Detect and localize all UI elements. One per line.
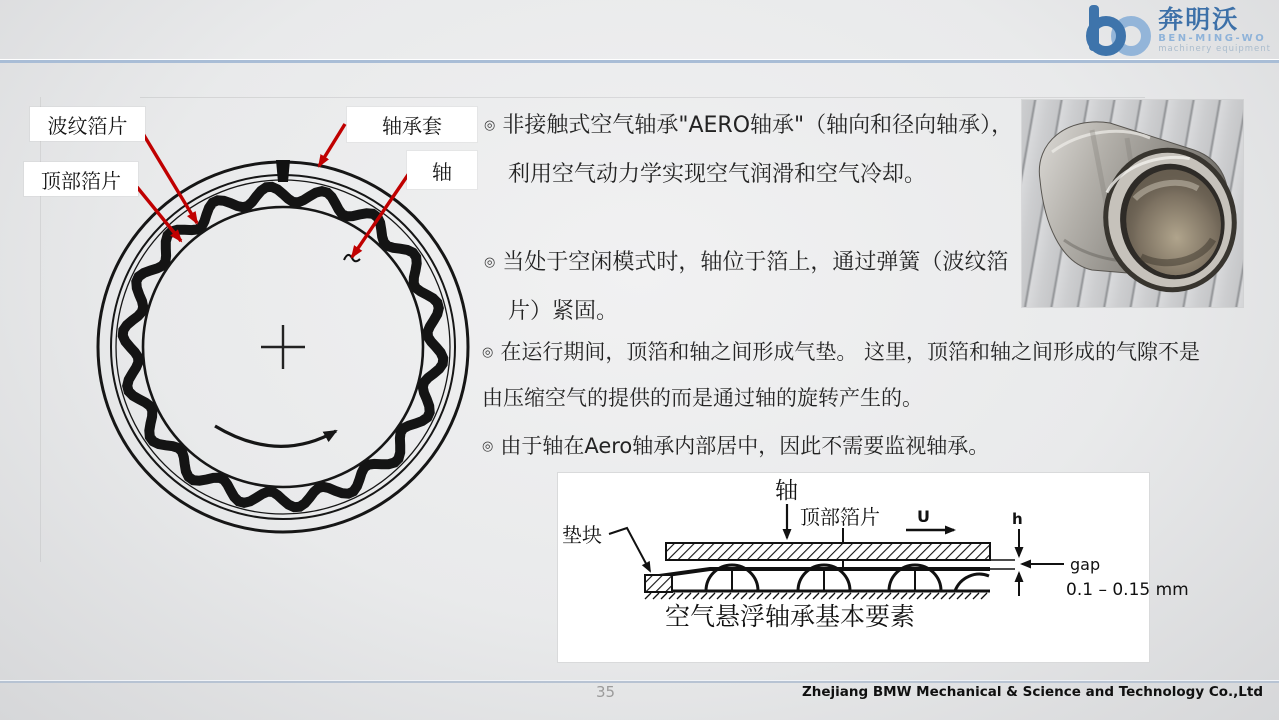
axial-shaft-label: 轴 xyxy=(775,478,798,504)
label-shaft: 轴 xyxy=(407,151,477,189)
axial-top-foil-label: 顶部箔片 xyxy=(800,505,880,529)
bullet-3 xyxy=(482,331,1217,420)
velocity-label: U xyxy=(917,507,930,526)
company-logo xyxy=(1080,3,1271,57)
bullet-1-marker: ◎ xyxy=(484,118,496,133)
gap-label: gap xyxy=(1070,555,1101,574)
bullet-4-marker: ◎ xyxy=(482,439,494,454)
page-number: 35 xyxy=(596,683,616,701)
footer-company: Zhejiang BMW Mechanical & Science and Technology Co.,Ltd xyxy=(801,684,1263,700)
label-sleeve: 轴承套 xyxy=(347,107,477,142)
film-height-label: h xyxy=(1012,510,1023,528)
bullet-3-marker: ◎ xyxy=(482,345,494,360)
bearing-photo-render xyxy=(1022,100,1243,307)
logo-tagline: machinery equipment xyxy=(1158,43,1271,54)
axial-foil-diagram xyxy=(557,472,1205,668)
bullet-3-text: 在运行期间，顶箔和轴之间形成气垫。 这里，顶箔和轴之间形成的气隙不是由压缩空气的提供的而是通过轴的旋转产生的。 xyxy=(482,340,1201,410)
logo-bo-icon xyxy=(1080,3,1154,57)
footer-divider xyxy=(0,680,1279,683)
bullet-2-marker: ◎ xyxy=(484,255,496,270)
bullet-2 xyxy=(484,240,1035,335)
bullet-2-text: 当处于空闲模式时，轴位于箔上，通过弹簧（波纹箔片）紧固。 xyxy=(502,250,1009,324)
bullet-1 xyxy=(484,103,1035,198)
pad-block xyxy=(645,575,672,592)
pad-label: 垫块 xyxy=(562,523,602,547)
bump-foil-arrow xyxy=(142,132,197,223)
label-bump-foil: 波纹箔片 xyxy=(30,107,145,141)
logo-name-en: BEN-MING-WO xyxy=(1158,32,1267,44)
logo-name-cn: 奔明沃 xyxy=(1158,4,1240,34)
label-top-foil: 顶部箔片 xyxy=(24,162,138,196)
shaft-bar xyxy=(666,543,990,560)
bullet-4 xyxy=(482,426,1122,470)
center-cross xyxy=(261,325,305,369)
bearing-photo xyxy=(1022,100,1243,307)
foil-key-notch xyxy=(276,160,290,182)
gap-value: 0.1 – 0.15 mm xyxy=(1066,580,1189,600)
header-divider xyxy=(0,59,1279,63)
bullet-4-text: 由于轴在Aero轴承内部居中，因此不需要监视轴承。 xyxy=(500,434,990,458)
sleeve-arrow xyxy=(319,124,345,166)
bullet-1-text: 非接触式空气轴承"AERO轴承"（轴向和径向轴承），利用空气动力学实现空气润滑和空气冷却。 xyxy=(502,113,1014,187)
diagram-caption: 空气悬浮轴承基本要素 xyxy=(665,602,916,631)
rotation-arrow xyxy=(215,426,336,446)
